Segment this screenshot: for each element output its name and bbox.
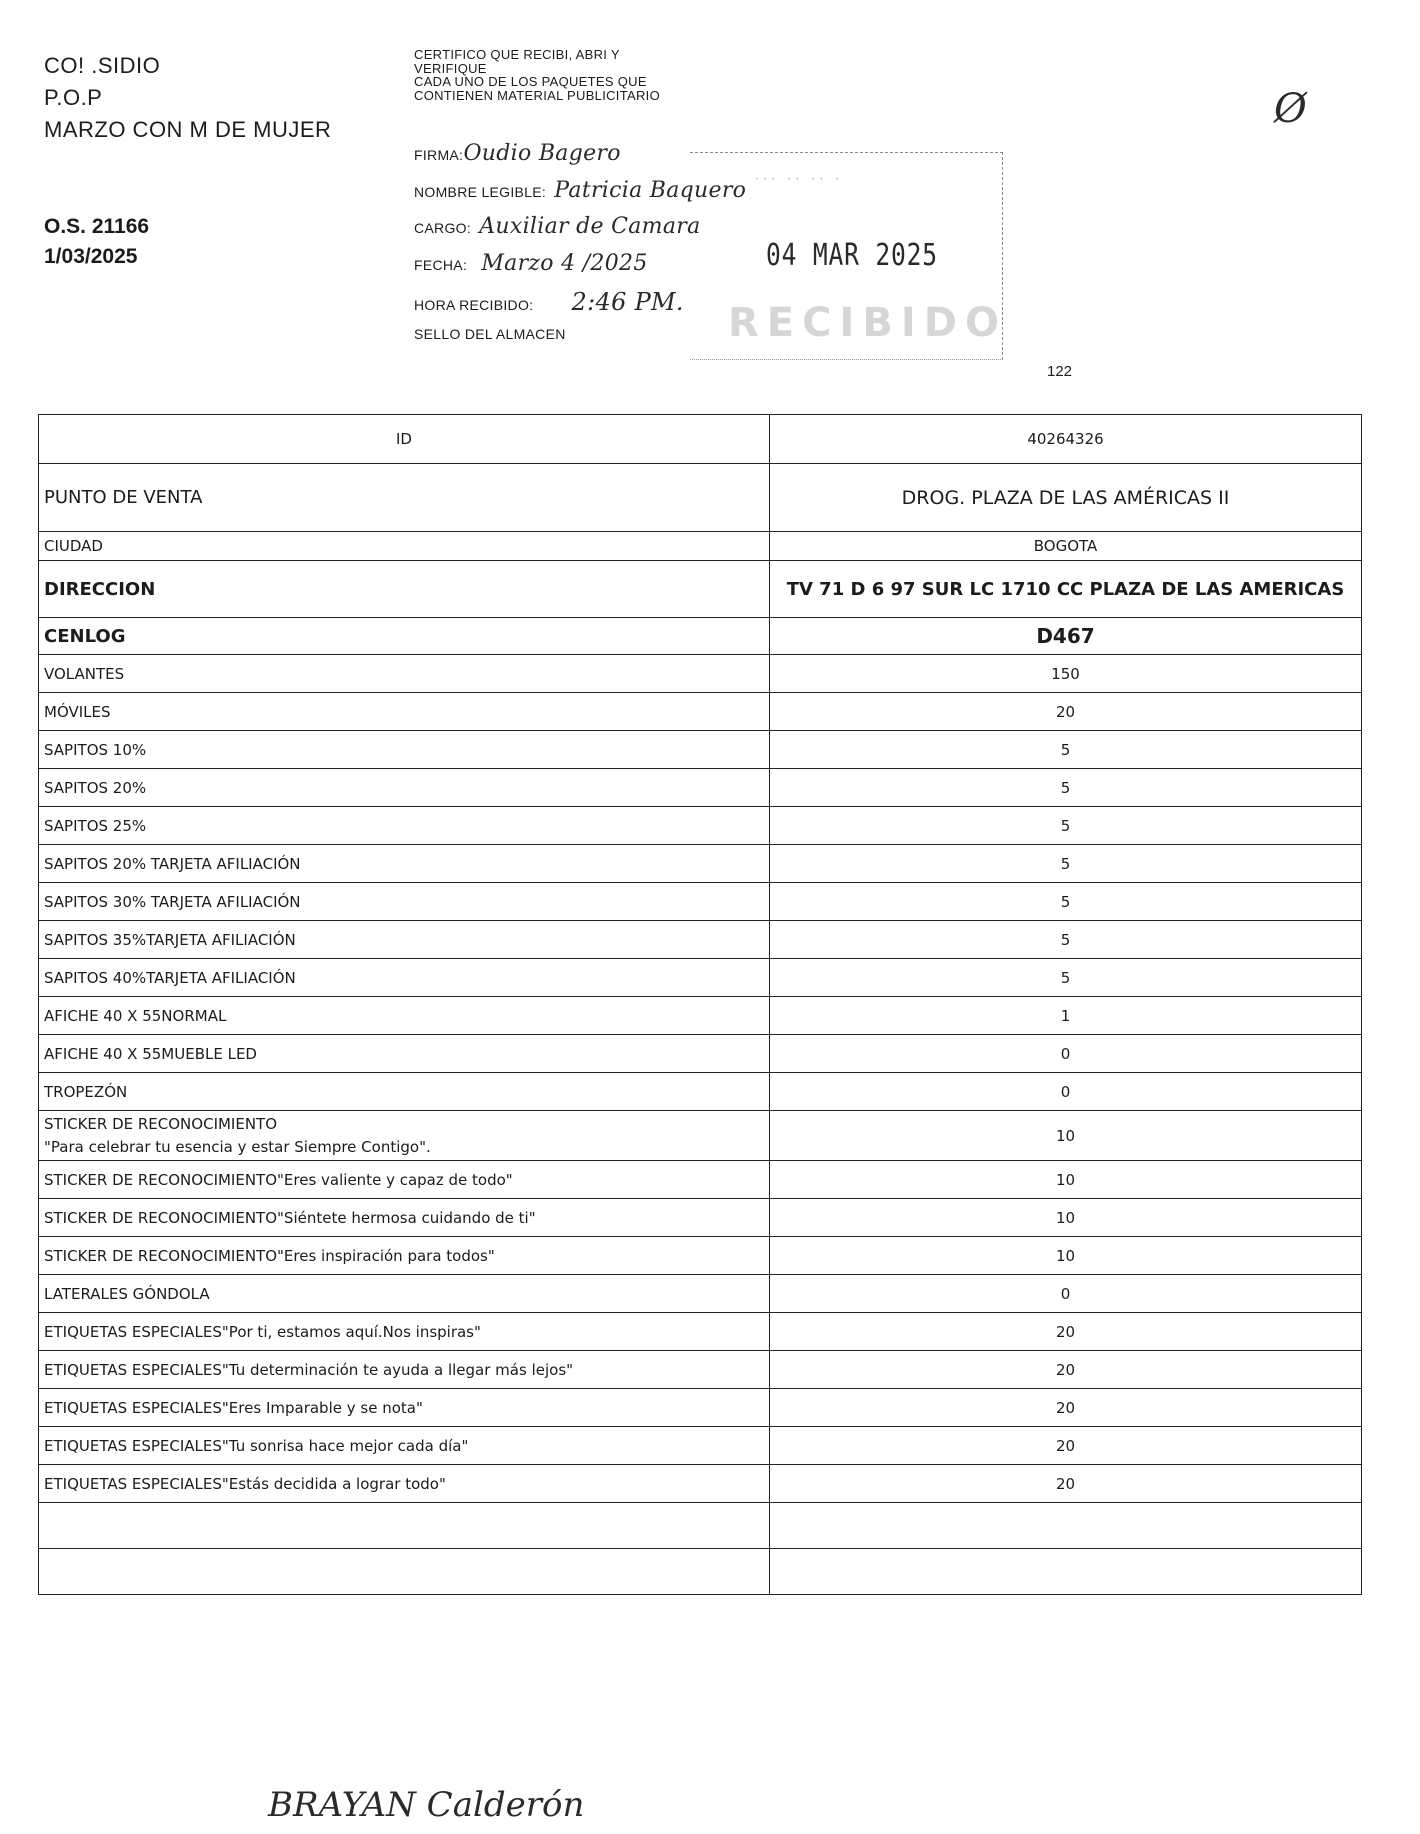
- row-value: 5: [770, 845, 1362, 883]
- sello-field: [414, 326, 566, 342]
- header-line-pop: P.O.P: [44, 85, 103, 110]
- row-label: STICKER DE RECONOCIMIENTO"Eres inspiración para todos": [39, 1237, 770, 1275]
- row-label: PUNTO DE VENTA: [39, 464, 770, 532]
- table-row: [39, 532, 1362, 561]
- row-value: 5: [770, 883, 1362, 921]
- row-value: 5: [770, 769, 1362, 807]
- row-value: 150: [770, 655, 1362, 693]
- row-label: ID: [39, 415, 770, 464]
- row-value: 20: [770, 1389, 1362, 1427]
- table-row: [39, 1161, 1362, 1199]
- row-label: ETIQUETAS ESPECIALES"Estás decidida a lograr todo": [39, 1465, 770, 1503]
- row-value: 0: [770, 1035, 1362, 1073]
- row-value: 0: [770, 1073, 1362, 1111]
- table-row: [39, 1313, 1362, 1351]
- row-label: AFICHE 40 X 55NORMAL: [39, 997, 770, 1035]
- table-row: [39, 1465, 1362, 1503]
- row-value: 5: [770, 959, 1362, 997]
- header-line-company: CO! .SIDIO: [44, 53, 161, 78]
- row-value: 0: [770, 1275, 1362, 1313]
- nombre-label: NOMBRE LEGIBLE:: [414, 184, 547, 200]
- table-row: [39, 1427, 1362, 1465]
- corner-handwritten-mark: Ø: [1274, 86, 1307, 132]
- row-value: TV 71 D 6 97 SUR LC 1710 CC PLAZA DE LAS AMERICAS: [770, 561, 1362, 618]
- table-row: [39, 1389, 1362, 1427]
- certification-statement: [414, 48, 660, 102]
- table-row: [39, 1073, 1362, 1111]
- firma-field: [414, 141, 621, 166]
- order-date: 1/03/2025: [44, 245, 138, 268]
- row-value: 20: [770, 1465, 1362, 1503]
- cert-line: CERTIFICO QUE RECIBI, ABRI Y: [414, 47, 620, 62]
- table-row: [39, 959, 1362, 997]
- row-label: ETIQUETAS ESPECIALES"Por ti, estamos aquí.Nos inspiras": [39, 1313, 770, 1351]
- row-value: 20: [770, 1313, 1362, 1351]
- row-label: TROPEZÓN: [39, 1073, 770, 1111]
- table-row: [39, 693, 1362, 731]
- document-header: [44, 50, 331, 146]
- fecha-handwritten: Marzo 4 /2025: [481, 251, 648, 276]
- row-value: 5: [770, 921, 1362, 959]
- material-table: [38, 414, 1362, 1595]
- table-row: [39, 655, 1362, 693]
- table-row: [39, 921, 1362, 959]
- stamp-date: 04 MAR 2025: [766, 238, 938, 273]
- row-label: AFICHE 40 X 55MUEBLE LED: [39, 1035, 770, 1073]
- row-label: MÓVILES: [39, 693, 770, 731]
- row-label: ETIQUETAS ESPECIALES"Tu determinación te ayuda a llegar más lejos": [39, 1351, 770, 1389]
- page-number: 122: [1047, 363, 1073, 380]
- table-row: [39, 1237, 1362, 1275]
- table-row: [39, 731, 1362, 769]
- table-row: [39, 769, 1362, 807]
- row-label: SAPITOS 35%TARJETA AFILIACIÓN: [39, 921, 770, 959]
- stamp-faint-text: ··· ·· ·· ·: [754, 170, 843, 187]
- order-number: O.S. 21166: [44, 215, 150, 238]
- table-row: [39, 883, 1362, 921]
- cert-line: VERIFIQUE: [414, 60, 487, 76]
- header-line-campaign: MARZO CON M DE MUJER: [44, 117, 332, 142]
- nombre-handwritten: Patricia Baquero: [554, 178, 747, 203]
- table-row: [39, 618, 1362, 655]
- table-row: [39, 997, 1362, 1035]
- row-label: LATERALES GÓNDOLA: [39, 1275, 770, 1313]
- empty-cell: [39, 1549, 770, 1595]
- row-label: CENLOG: [39, 618, 770, 655]
- table-row: [39, 807, 1362, 845]
- row-value: 40264326: [770, 415, 1362, 464]
- row-value: 20: [770, 1351, 1362, 1389]
- row-value: DROG. PLAZA DE LAS AMÉRICAS II: [770, 464, 1362, 532]
- hora-handwritten: 2:46 PM.: [571, 288, 684, 316]
- row-label-line: STICKER DE RECONOCIMIENTO: [44, 1114, 278, 1133]
- row-label: SAPITOS 25%: [39, 807, 770, 845]
- row-label: SAPITOS 20%: [39, 769, 770, 807]
- row-label: ETIQUETAS ESPECIALES"Tu sonrisa hace mejor cada día": [39, 1427, 770, 1465]
- row-label: ETIQUETAS ESPECIALES"Eres Imparable y se nota": [39, 1389, 770, 1427]
- row-value: D467: [770, 618, 1362, 655]
- row-value: 20: [770, 693, 1362, 731]
- table-row: [39, 1035, 1362, 1073]
- stamp-received: RECIBIDO: [728, 300, 1007, 346]
- cargo-handwritten: Auxiliar de Camara: [479, 214, 701, 239]
- table-row: [39, 1111, 1362, 1161]
- row-label: VOLANTES: [39, 655, 770, 693]
- firma-label: FIRMA:: [414, 147, 464, 163]
- row-label: DIRECCION: [39, 561, 770, 618]
- order-info: [44, 212, 149, 272]
- row-value: 20: [770, 1427, 1362, 1465]
- row-value: 5: [770, 731, 1362, 769]
- row-label-line: "Para celebrar tu esencia y estar Siempre Contigo".: [44, 1137, 431, 1156]
- row-label: SAPITOS 10%: [39, 731, 770, 769]
- table-row: [39, 561, 1362, 618]
- empty-cell: [770, 1503, 1362, 1549]
- cert-line: CADA UNO DE LOS PAQUETES QUE: [414, 74, 647, 89]
- row-label: SAPITOS 40%TARJETA AFILIACIÓN: [39, 959, 770, 997]
- row-label: STICKER DE RECONOCIMIENTO"Siéntete hermosa cuidando de ti": [39, 1199, 770, 1237]
- row-value: 1: [770, 997, 1362, 1035]
- row-value: 10: [770, 1111, 1362, 1161]
- row-value: BOGOTA: [770, 532, 1362, 561]
- empty-cell: [39, 1503, 770, 1549]
- row-value: 10: [770, 1199, 1362, 1237]
- row-label: SAPITOS 30% TARJETA AFILIACIÓN: [39, 883, 770, 921]
- sello-label: SELLO DEL ALMACEN: [414, 326, 566, 342]
- fecha-label: FECHA:: [414, 257, 468, 273]
- row-label: STICKER DE RECONOCIMIENTO"Eres valiente y capaz de todo": [39, 1161, 770, 1199]
- firma-signature: Oudio Bagero: [463, 141, 621, 166]
- row-value: 10: [770, 1161, 1362, 1199]
- table-row: [39, 1275, 1362, 1313]
- cargo-label: CARGO:: [414, 220, 472, 236]
- row-label: CIUDAD: [39, 532, 770, 561]
- table-row-empty: [39, 1549, 1362, 1595]
- cert-line: CONTIENEN MATERIAL PUBLICITARIO: [414, 87, 660, 103]
- hora-field: [414, 288, 684, 316]
- table-row: [39, 1199, 1362, 1237]
- row-value: 10: [770, 1237, 1362, 1275]
- empty-cell: [770, 1549, 1362, 1595]
- table-row: [39, 464, 1362, 532]
- bottom-handwritten-signature: BRAYAN Calderón: [268, 1785, 585, 1825]
- table-row: [39, 1351, 1362, 1389]
- row-label: [39, 1111, 770, 1161]
- table-row: [39, 845, 1362, 883]
- row-value: 5: [770, 807, 1362, 845]
- table-row: [39, 415, 1362, 464]
- hora-label: HORA RECIBIDO:: [414, 297, 534, 313]
- row-label: SAPITOS 20% TARJETA AFILIACIÓN: [39, 845, 770, 883]
- cargo-field: [414, 214, 701, 239]
- table-row-empty: [39, 1503, 1362, 1549]
- fecha-field: [414, 251, 648, 276]
